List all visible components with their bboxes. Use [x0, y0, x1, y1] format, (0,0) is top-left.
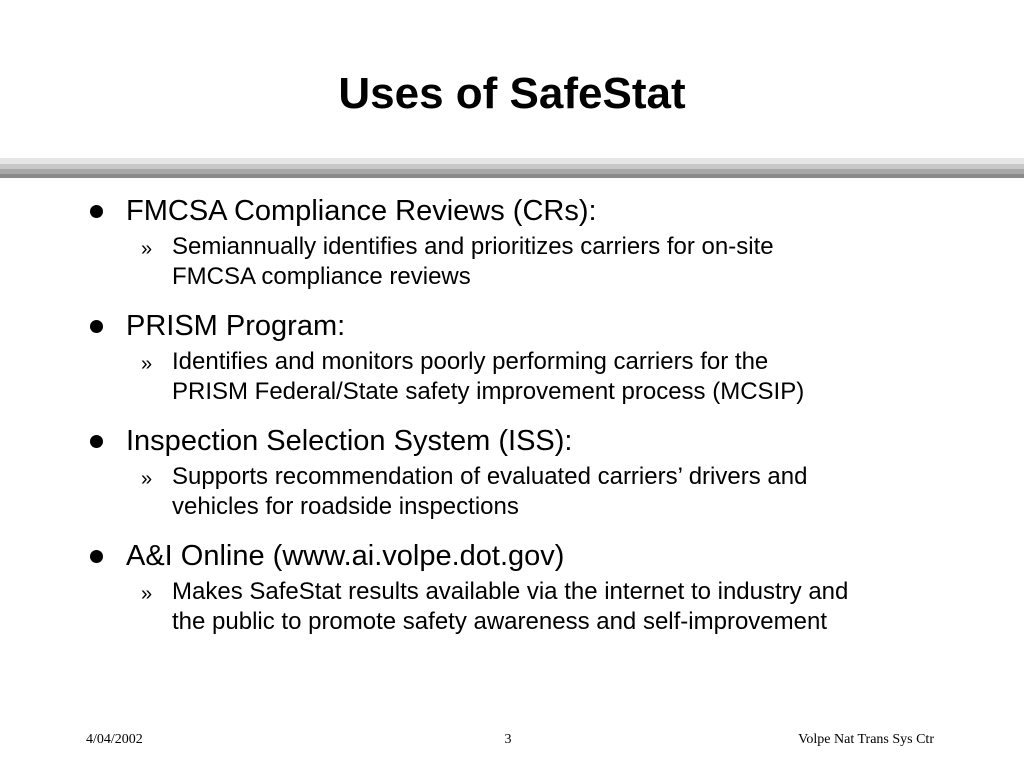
sub-bullet-row — [0, 347, 1024, 420]
sub-bullet-line: Semiannually identifies and prioritizes carriers for on-site — [172, 233, 774, 260]
sub-bullet-text — [172, 347, 992, 407]
bullet-row — [0, 305, 1024, 347]
bullet-item-prism — [0, 305, 1024, 420]
sub-bullet-text — [172, 577, 992, 637]
sub-bullet-line: Identifies and monitors poorly performing carriers for the — [172, 348, 769, 375]
bullet-dot-icon — [90, 320, 103, 333]
sub-bullet-text — [172, 232, 992, 292]
bullet-item-ai-online — [0, 535, 1024, 650]
sub-bullet-row — [0, 232, 1024, 305]
sub-bullet-line: the public to promote safety awareness and self-improvement — [172, 608, 827, 635]
sub-bullet-marker-icon: » — [141, 238, 153, 260]
bullet-item-crs — [0, 190, 1024, 305]
bullet-text: PRISM Program: — [126, 310, 346, 342]
sub-bullet-line: Supports recommendation of evaluated carriers’ drivers and — [172, 463, 808, 490]
title-divider — [0, 158, 1024, 180]
bullet-row — [0, 535, 1024, 577]
bullet-dot-icon — [90, 205, 103, 218]
sub-bullet-line: FMCSA compliance reviews — [172, 263, 471, 290]
sub-bullet-line: vehicles for roadside inspections — [172, 493, 519, 520]
sub-bullet-marker-icon: » — [141, 353, 153, 375]
sub-bullet-row — [0, 462, 1024, 535]
sub-bullet-line: PRISM Federal/State safety improvement process (MCSIP) — [172, 378, 805, 405]
sub-bullet-text — [172, 462, 992, 522]
bullet-item-iss — [0, 420, 1024, 535]
bullet-text: Inspection Selection System (ISS): — [126, 425, 573, 457]
bullet-list — [0, 190, 1024, 650]
bullet-text: FMCSA Compliance Reviews (CRs): — [126, 195, 597, 227]
slide-title: Uses of SafeStat — [338, 69, 686, 118]
bullet-row — [0, 420, 1024, 462]
bullet-text: A&I Online (www.ai.volpe.dot.gov) — [126, 540, 565, 572]
bullet-dot-icon — [90, 550, 103, 563]
footer-page-number: 3 — [504, 732, 512, 747]
bullet-row — [0, 190, 1024, 232]
divider-band — [0, 174, 1024, 178]
sub-bullet-marker-icon: » — [141, 583, 153, 605]
footer-organization: Volpe Nat Trans Sys Ctr — [798, 732, 934, 747]
bullet-dot-icon — [90, 435, 103, 448]
sub-bullet-marker-icon: » — [141, 468, 153, 490]
sub-bullet-row — [0, 577, 1024, 650]
sub-bullet-line: Makes SafeStat results available via the internet to industry and — [172, 578, 849, 605]
footer-date: 4/04/2002 — [86, 732, 143, 747]
